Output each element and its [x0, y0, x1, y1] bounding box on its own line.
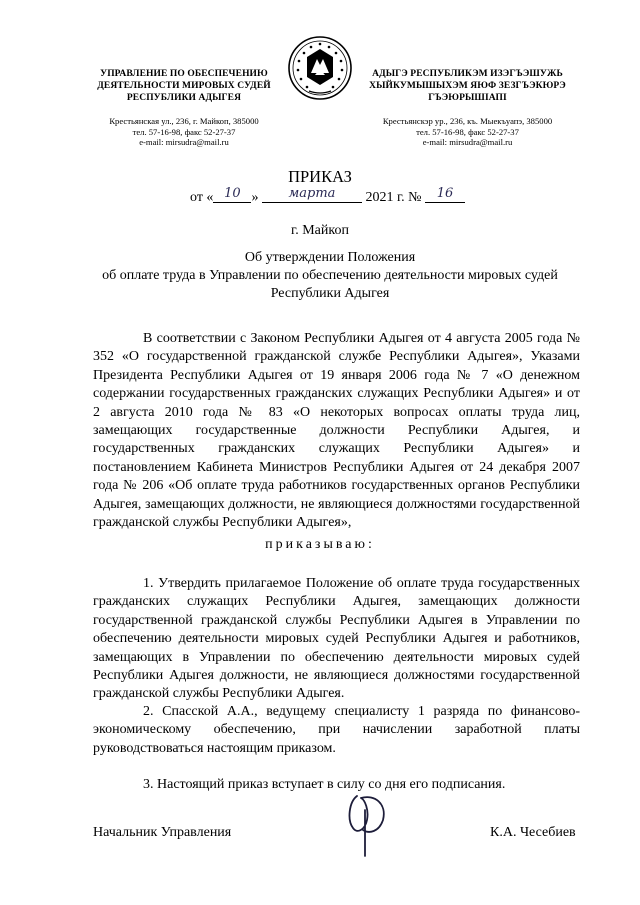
order-subject — [80, 249, 580, 303]
order-date-number-line — [190, 188, 465, 206]
header-left-email: e-mail: mirsudra@mail.ru — [139, 137, 229, 147]
signatory-name: К.А. Чесебиев — [490, 825, 576, 840]
order-day-close: » — [251, 190, 259, 205]
item-2: 2. Спасской А.А., ведущему специалисту 1 разряда по финансово-экономическому обеспечению, при начислении заработной платы руководствоваться настоящим приказом. — [93, 704, 580, 756]
order-number: 16 — [436, 186, 454, 201]
header-left-title-2: ДЕЯТЕЛЬНОСТИ МИРОВЫХ СУДЕЙ — [97, 81, 271, 91]
order-date-prefix: от « — [190, 190, 214, 205]
header-right-block — [355, 68, 580, 148]
header-left-phone: тел. 57-16-98, факс 52-27-37 — [132, 126, 236, 137]
item-3: 3. Настоящий приказ вступает в силу со дня его подписания. — [143, 777, 506, 792]
subject-line-1: Об утверждении Положения — [244, 250, 416, 265]
header-left-title-1: УПРАВЛЕНИЕ ПО ОБЕСПЕЧЕНИЮ — [100, 69, 268, 79]
city: г. Майкоп — [291, 223, 349, 238]
item-1: 1. Утвердить прилагаемое Положение об оплате труда государственных гражданских служащих Республики Адыгея, замещающих должности государственной гражданской службы Республики Адыгея в Управлении по обеспечению деятельности мировых судей Республики Адыгея и работников, замещающих в Управлении по обеспечению деятельности мировых судей Республики Адыгея должности, не являющиеся должностями государственной гражданской службы Республики Адыгея. — [93, 576, 580, 702]
order-number-prefix: № — [408, 190, 422, 205]
order-title: ПРИКАЗ — [288, 167, 352, 186]
preamble-paragraph: В соответствии с Законом Республики Адыгея от 4 августа 2005 года № 352 «О государственной гражданской службе Республики Адыгея», Указами Президента Республики Адыгея от 19 января 2006 года № 7 «О денежном содержании государственных гражданских служащих Республики Адыгея» и от 2 августа 2010 года № 83 «О некоторых вопросах оплаты труда лиц, замещающих государственные должности Республики Адыгея, и государственных гражданских служащих Республики Адыгея» и постановлением Кабинета Министров Республики Адыгея от 24 декабря 2007 года № 206 «Об оплате труда работников государственных органов Республики Адыгея, замещающих должности, не являющиеся должностями государственной гражданской службы Республики Адыгея», — [93, 331, 580, 531]
header-left-block — [84, 68, 284, 148]
header-right-email: e-mail: mirsudra@mail.ru — [422, 137, 513, 147]
header-right-address: Крестьянскэр ур., 236, къ. Мыекъуапэ, 385000 — [382, 116, 553, 126]
subject-line-3: Республики Адыгея — [270, 286, 390, 301]
signatory-position: Начальник Управления — [93, 825, 232, 840]
header-left-address: Крестьянская ул., 236, г. Майкоп, 385000 — [109, 116, 259, 126]
handwritten-signature — [335, 790, 395, 860]
header-right-phone: тел. 57-16-98, факс 52-27-37 — [416, 126, 519, 137]
order-month-field — [262, 188, 362, 203]
order-year: 2021 г. — [365, 190, 405, 205]
header-right-title-3: ГЪЭЮРЫШIАПI — [428, 93, 507, 103]
order-day: 10 — [224, 186, 241, 201]
order-day-field — [213, 188, 251, 203]
order-number-field — [425, 188, 465, 203]
prikazyvayu-heading: приказываю: — [265, 537, 375, 552]
header-right-title-2: ХЫЙКУМЫШЫХЭМ ЯЮФ ЗЕЗГЪЭКЮРЭ — [369, 81, 566, 91]
header-left-title-3: РЕСПУБЛИКИ АДЫГЕЯ — [126, 93, 242, 103]
order-month: марта — [288, 186, 336, 201]
header-right-title-1: АДЫГЭ РЕСПУБЛИКЭМ ИЗЭГЪЭШУЖЬ — [372, 69, 563, 79]
emblem-icon — [287, 35, 353, 101]
subject-line-2: об оплате труда в Управлении по обеспечению деятельности мировых судей — [102, 268, 558, 283]
